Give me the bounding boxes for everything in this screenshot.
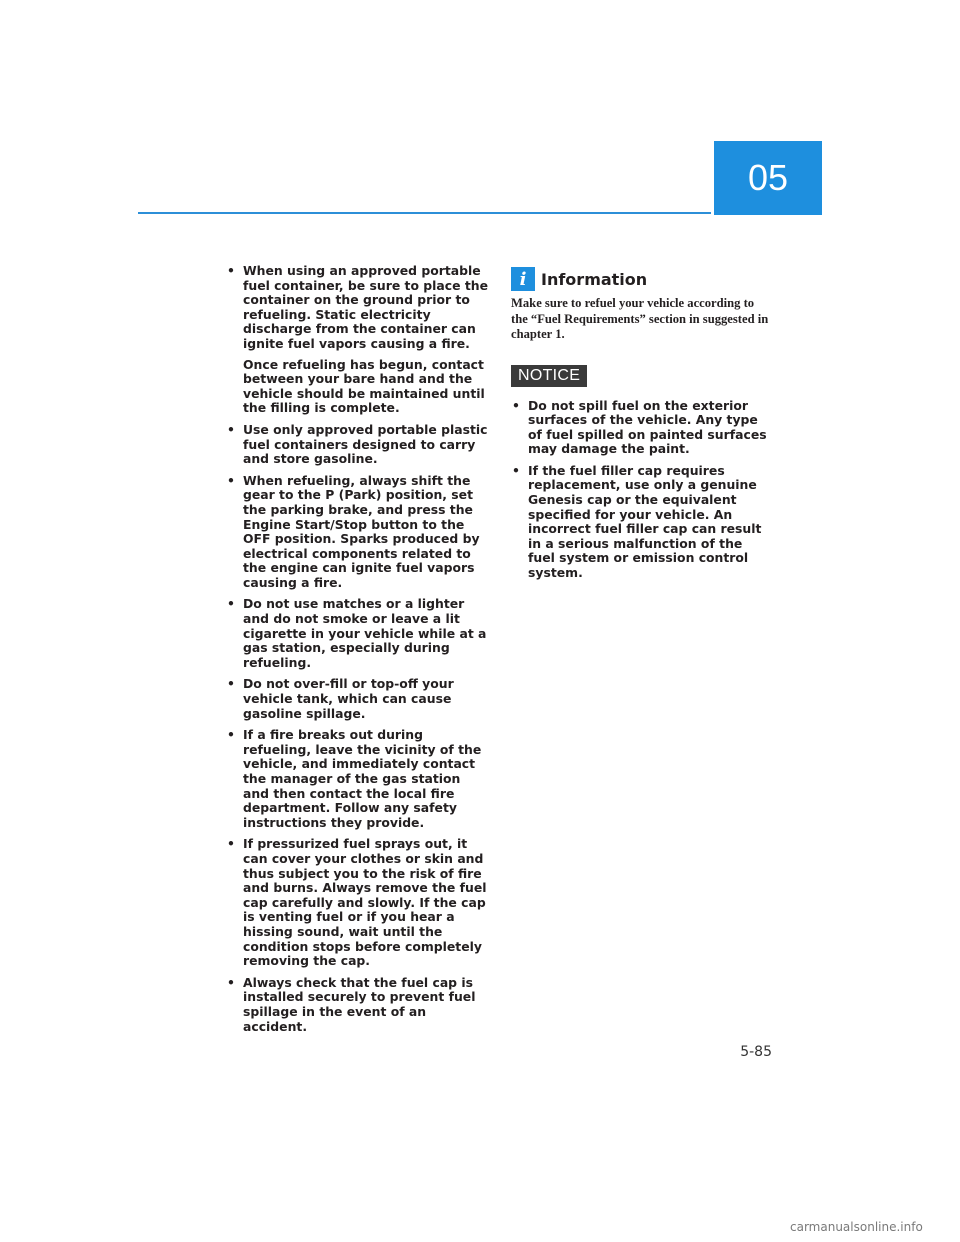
bullet-dot-icon: • <box>227 263 235 278</box>
list-item <box>226 976 488 1034</box>
header-divider <box>138 212 711 214</box>
list-item <box>226 677 488 721</box>
bullet-dot-icon: • <box>227 596 235 612</box>
notice-label: NOTICE <box>511 365 587 387</box>
list-item <box>226 597 488 670</box>
page-number: 5-85 <box>740 1044 772 1060</box>
notice-bullet-text: Do not spill fuel on the exterior surfaces of the vehicle. Any type of fuel spilled on painted surfaces may damage the paint. <box>528 397 767 457</box>
information-text: Make sure to refuel your vehicle according to the “Fuel Requirements” section in suggested in chapter 1. <box>511 296 769 341</box>
bullet-text: When using an approved portable fuel container, be sure to place the container on the ground prior to refueling. Static electricity discharge from the container can ignite fuel vapors causing a fire. <box>243 263 488 351</box>
warning-bullet-list <box>226 264 488 1034</box>
right-column <box>511 264 773 588</box>
chapter-number: 05 <box>747 157 789 198</box>
list-item <box>226 264 488 416</box>
list-item <box>511 399 773 457</box>
chapter-tab <box>714 141 822 215</box>
bullet-sub-text: Once refueling has begun, contact between your bare hand and the vehicle should be maintained until the filling is complete. <box>243 356 485 416</box>
bullet-dot-icon: • <box>227 727 235 743</box>
bullet-text: Use only approved portable plastic fuel containers designed to carry and store gasoline. <box>243 421 488 467</box>
list-item <box>226 728 488 830</box>
watermark-text: carmanualsonline.info <box>790 1220 923 1234</box>
bullet-dot-icon: • <box>512 462 520 478</box>
bullet-dot-icon: • <box>227 836 235 852</box>
bullet-text: Do not over-fill or top-off your vehicle tank, which can cause gasoline spillage. <box>243 676 454 721</box>
bullet-text: When refueling, always shift the gear to the P (Park) position, set the parking brake, and press the Engine Start/Stop button to the OFF position. Sparks produced by electrical components related to the engine can ignite fuel vapors causing a fire. <box>243 472 480 590</box>
list-item <box>226 837 488 968</box>
list-item <box>226 423 488 467</box>
information-heading <box>511 264 773 294</box>
notice-bullet-list <box>511 399 773 581</box>
bullet-text: If a fire breaks out during refueling, leave the vicinity of the vehicle, and immediately contact the manager of the gas station and then contact the local fire department. Follow any safety instructions they provide. <box>243 727 482 830</box>
bullet-dot-icon: • <box>227 974 235 990</box>
bullet-text: Always check that the fuel cap is installed securely to prevent fuel spillage in the event of an accident. <box>243 974 476 1034</box>
bullet-text: If pressurized fuel sprays out, it can cover your clothes or skin and thus subject you to the risk of fire and burns. Always remove the fuel cap carefully and slowly. If the cap is venting fuel or if you hear a hissing sound, wait until the condition stops before completely removing the cap. <box>243 836 487 969</box>
bullet-dot-icon: • <box>512 397 520 413</box>
bullet-dot-icon: • <box>227 676 235 692</box>
bullet-dot-icon: • <box>227 472 235 488</box>
list-item <box>511 464 773 581</box>
bullet-dot-icon: • <box>227 421 235 437</box>
left-column <box>226 264 488 1041</box>
bullet-text: Do not use matches or a lighter and do not smoke or leave a lit cigarette in your vehicle while at a gas station, especially during refueling. <box>243 596 487 670</box>
list-item <box>226 474 488 591</box>
information-title: Information <box>541 269 648 289</box>
information-icon: i <box>511 267 535 291</box>
notice-bullet-text: If the fuel filler cap requires replacement, use only a genuine Genesis cap or the equivalent specified for your vehicle. An incorrect fuel filler cap can result in a serious malfunction of the fuel system or emission control system. <box>528 462 762 581</box>
